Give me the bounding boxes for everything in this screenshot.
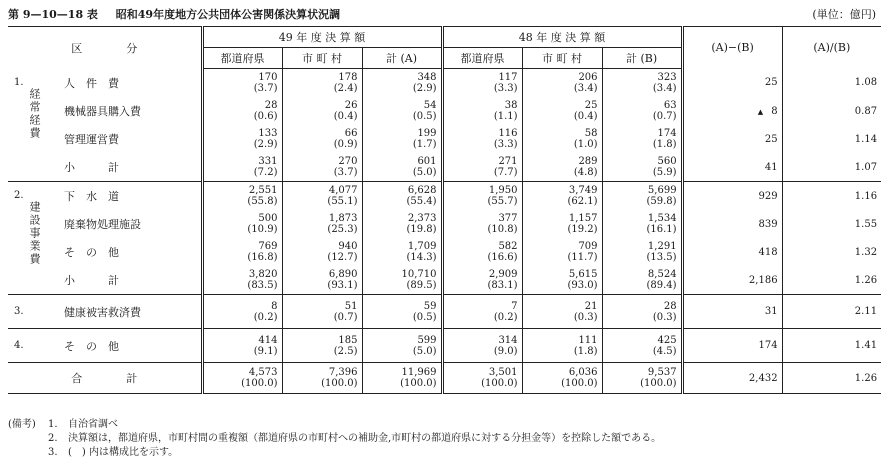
- value-cell: [282, 266, 362, 295]
- ratio-cell: 1.41: [782, 329, 881, 363]
- amount: 3,820: [248, 269, 278, 280]
- amount: 28: [264, 100, 278, 111]
- amount: 6,036: [568, 367, 598, 378]
- value-cell: [282, 153, 362, 182]
- amount: 3,749: [568, 185, 598, 196]
- row-label-cell: [60, 153, 202, 182]
- value-cell: [442, 153, 522, 182]
- total-label: 合 計: [8, 363, 202, 394]
- diff-cell: [682, 97, 782, 125]
- value-cell: [602, 182, 682, 211]
- share: (100.0): [400, 378, 437, 389]
- amount: 59: [423, 300, 437, 312]
- table-row: [8, 182, 881, 211]
- value-cell: [602, 153, 682, 182]
- value-cell: [442, 295, 522, 329]
- amount: 271: [498, 156, 518, 167]
- share: (2.4): [333, 83, 358, 94]
- value-cell: [202, 295, 282, 329]
- amount: 8: [271, 300, 278, 312]
- diff-value: 25: [764, 77, 778, 89]
- amount: 58: [584, 128, 598, 139]
- amount: 1,157: [568, 213, 598, 224]
- value-cell: [282, 182, 362, 211]
- share: (83.1): [487, 280, 518, 291]
- value-cell: [602, 295, 682, 329]
- value-cell: [522, 266, 602, 295]
- amount: 323: [657, 72, 677, 83]
- row-label-cell: [60, 182, 202, 211]
- amount: 582: [498, 241, 518, 252]
- share: (7.2): [253, 167, 278, 178]
- diff-cell: [682, 69, 782, 98]
- amount: 111: [578, 334, 598, 346]
- note-text: 自治省調べ: [68, 419, 118, 430]
- diff-cell: 174: [682, 329, 782, 363]
- value-cell: [522, 363, 602, 394]
- amount: 174: [657, 128, 677, 139]
- group-number: 2.: [14, 190, 24, 201]
- share: (10.9): [247, 224, 278, 235]
- table-row: [8, 266, 881, 295]
- diff-value: 929: [758, 190, 778, 202]
- share: (2.9): [412, 83, 437, 94]
- share: (3.4): [652, 83, 677, 94]
- value-cell: [522, 210, 602, 238]
- share: (0.3): [652, 311, 677, 323]
- share: (0.9): [333, 139, 358, 150]
- share: (0.7): [652, 111, 677, 122]
- value-cell: [202, 97, 282, 125]
- table-row: [8, 125, 881, 153]
- amount: 8,524: [647, 269, 677, 280]
- amount: 26: [344, 100, 358, 111]
- ratio-cell: 1.08: [782, 69, 881, 98]
- row-label-cell: [60, 295, 202, 329]
- header-muni-48: 市 町 村: [522, 48, 602, 69]
- share: (55.8): [247, 196, 278, 207]
- value-cell: [442, 210, 522, 238]
- amount: 25: [584, 100, 598, 111]
- header-ratio: (A)/(B): [782, 27, 881, 69]
- value-cell: [522, 295, 602, 329]
- share: (93.0): [567, 280, 598, 291]
- share: (5.0): [412, 345, 437, 357]
- diff-cell: 31: [682, 295, 782, 329]
- share: (55.4): [406, 196, 437, 207]
- value-cell: [602, 329, 682, 363]
- share: (3.7): [333, 167, 358, 178]
- value-cell: [282, 363, 362, 394]
- amount: 63: [663, 100, 677, 111]
- value-cell: [282, 238, 362, 266]
- share: (3.4): [573, 83, 598, 94]
- share: (13.5): [646, 252, 677, 263]
- amount: 425: [657, 334, 677, 346]
- share: (100.0): [561, 378, 598, 389]
- row-label-cell: [60, 69, 202, 98]
- amount: 133: [258, 128, 278, 139]
- amount: 599: [417, 334, 437, 346]
- share: (89.5): [406, 280, 437, 291]
- value-cell: [602, 238, 682, 266]
- diff-cell: [682, 153, 782, 182]
- share: (100.0): [321, 378, 358, 389]
- amount: 348: [417, 72, 437, 83]
- value-cell: [602, 125, 682, 153]
- table-row: [8, 153, 881, 182]
- amount: 117: [498, 72, 518, 83]
- amount: 1,873: [328, 213, 358, 224]
- share: (59.8): [646, 196, 677, 207]
- amount: 206: [578, 72, 598, 83]
- header-diff: (A)−(B): [682, 27, 782, 69]
- amount: 331: [258, 156, 278, 167]
- ratio-cell: 1.16: [782, 182, 881, 211]
- amount: 51: [344, 300, 358, 312]
- value-cell: [442, 182, 522, 211]
- amount: 270: [338, 156, 358, 167]
- amount: 7: [511, 300, 518, 312]
- diff-cell: [682, 182, 782, 211]
- row-number: 4.: [14, 340, 24, 351]
- amount: 5,615: [568, 269, 598, 280]
- share: (3.3): [493, 83, 518, 94]
- share: (0.4): [333, 111, 358, 122]
- diff-value: 25: [764, 133, 778, 145]
- row-number-cell: [8, 329, 60, 363]
- value-cell: [282, 295, 362, 329]
- amount: 66: [344, 128, 358, 139]
- row-label-cell: [60, 266, 202, 295]
- amount: 21: [584, 300, 598, 312]
- share: (0.6): [253, 111, 278, 122]
- ratio-cell: 2.11: [782, 295, 881, 329]
- share: (1.7): [412, 139, 437, 150]
- share: (5.9): [652, 167, 677, 178]
- share: (3.7): [253, 83, 278, 94]
- value-cell: [282, 69, 362, 98]
- amount: 185: [338, 334, 358, 346]
- value-cell: [442, 363, 522, 394]
- amount: 1,534: [647, 213, 677, 224]
- notes: [8, 418, 661, 460]
- value-cell: [282, 210, 362, 238]
- share: (16.8): [247, 252, 278, 263]
- share: (11.7): [567, 252, 598, 263]
- row-label: 人 件 費: [64, 76, 119, 90]
- share: (1.8): [652, 139, 677, 150]
- value-cell: [522, 238, 602, 266]
- row-number: 3.: [14, 306, 24, 317]
- note-number: 3.: [48, 447, 58, 458]
- diff-value: 418: [758, 246, 778, 258]
- ratio-cell: 0.87: [782, 97, 881, 125]
- amount: 289: [578, 156, 598, 167]
- row-label: 管理運営費: [64, 133, 119, 146]
- row-label: 下 水 道: [64, 190, 119, 203]
- amount: 10,710: [401, 269, 437, 280]
- share: (7.7): [493, 167, 518, 178]
- amount: 28: [663, 300, 677, 312]
- amount: 5,699: [647, 185, 677, 196]
- value-cell: [362, 238, 442, 266]
- share: (9.0): [493, 345, 518, 357]
- share: (0.2): [253, 311, 278, 323]
- ratio-cell: 1.07: [782, 153, 881, 182]
- note-text: 決算額は，都道府県，市町村間の重複額（都道府県の市町村への補助金,市町村の都道府県に対する分担金等）を控除した額である。: [68, 433, 662, 444]
- amount: 560: [657, 156, 677, 167]
- row-label: 小 計: [64, 274, 119, 287]
- value-cell: [602, 363, 682, 394]
- header-row-1: [8, 27, 881, 48]
- share: (0.5): [412, 311, 437, 323]
- header-fy49: 49 年 度 決 算 額: [202, 27, 442, 48]
- value-cell: [442, 266, 522, 295]
- share: (1.8): [573, 345, 598, 357]
- amount: 170: [258, 72, 278, 83]
- amount: 500: [258, 213, 278, 224]
- share: (0.2): [493, 311, 518, 323]
- diff-cell: 2,432: [682, 363, 782, 394]
- amount: 178: [338, 72, 358, 83]
- value-cell: [202, 69, 282, 98]
- row-label-cell: [60, 329, 202, 363]
- header-pref-48: 都道府県: [442, 48, 522, 69]
- table-caption: [8, 6, 340, 22]
- amount: 2,373: [407, 213, 437, 224]
- value-cell: [282, 97, 362, 125]
- total-row: [8, 363, 881, 394]
- row-label: そ の 他: [64, 246, 119, 259]
- value-cell: [362, 97, 442, 125]
- share: (62.1): [567, 196, 598, 207]
- share: (0.4): [573, 111, 598, 122]
- value-cell: [202, 182, 282, 211]
- header-total-a: 計 (A): [362, 48, 442, 69]
- value-cell: [442, 69, 522, 98]
- value-cell: [362, 182, 442, 211]
- value-cell: [202, 153, 282, 182]
- share: (4.5): [652, 345, 677, 357]
- value-cell: [362, 295, 442, 329]
- amount: 314: [498, 334, 518, 346]
- share: (12.7): [327, 252, 358, 263]
- value-cell: [602, 69, 682, 98]
- group-cell: [8, 182, 60, 295]
- ratio-cell: 1.55: [782, 210, 881, 238]
- row-label: そ の 他: [64, 339, 119, 353]
- row-label: 廃棄物処理施設: [64, 218, 141, 231]
- table-row: [8, 238, 881, 266]
- value-cell: [202, 125, 282, 153]
- share: (1.1): [493, 111, 518, 122]
- value-cell: [602, 97, 682, 125]
- row-label: 健康被害救済費: [64, 305, 141, 319]
- note-number: 1.: [48, 419, 58, 430]
- group-cell: [8, 69, 60, 182]
- value-cell: [442, 329, 522, 363]
- header-fy48: 48 年 度 決 算 額: [442, 27, 682, 48]
- share: (83.5): [247, 280, 278, 291]
- share: (3.3): [493, 139, 518, 150]
- diff-cell: [682, 238, 782, 266]
- value-cell: [442, 238, 522, 266]
- note-text: ( ) 内は構成比を示す。: [68, 447, 179, 458]
- value-cell: [282, 329, 362, 363]
- amount: 2,909: [488, 269, 518, 280]
- ratio-cell: 1.26: [782, 363, 881, 394]
- value-cell: [522, 69, 602, 98]
- value-cell: [362, 329, 442, 363]
- amount: 6,628: [407, 185, 437, 196]
- share: (4.8): [573, 167, 598, 178]
- ratio-cell: 1.32: [782, 238, 881, 266]
- row-label-cell: [60, 238, 202, 266]
- value-cell: [202, 238, 282, 266]
- value-cell: [522, 182, 602, 211]
- share: (100.0): [481, 378, 518, 389]
- share: (16.1): [646, 224, 677, 235]
- amount: 3,501: [488, 367, 518, 378]
- row-label-cell: [60, 125, 202, 153]
- amount: 1,950: [488, 185, 518, 196]
- share: (10.8): [487, 224, 518, 235]
- table-number: 第 9—10—18 表: [8, 8, 98, 21]
- share: (89.4): [646, 280, 677, 291]
- settlement-table: [8, 26, 881, 394]
- value-cell: [362, 125, 442, 153]
- header-total-b: 計 (B): [602, 48, 682, 69]
- table-body: [8, 69, 881, 394]
- share: (9.1): [253, 345, 278, 357]
- share: (19.2): [567, 224, 598, 235]
- amount: 116: [498, 128, 518, 139]
- notes-label: (備考): [8, 419, 36, 430]
- value-cell: [202, 329, 282, 363]
- share: (0.3): [573, 311, 598, 323]
- amount: 1,291: [647, 241, 677, 252]
- header-category: 区 分: [8, 27, 202, 69]
- share: (19.8): [406, 224, 437, 235]
- amount: 377: [498, 213, 518, 224]
- share: (100.0): [640, 378, 677, 389]
- row-label: 小 計: [64, 161, 119, 174]
- value-cell: [282, 125, 362, 153]
- table-title: 昭和49年度地方公共団体公害関係決算状況調: [115, 8, 341, 21]
- share: (55.7): [487, 196, 518, 207]
- diff-value: 2,186: [748, 274, 778, 286]
- value-cell: [602, 210, 682, 238]
- value-cell: [362, 69, 442, 98]
- share: (5.0): [412, 167, 437, 178]
- value-cell: [522, 153, 602, 182]
- value-cell: [362, 210, 442, 238]
- amount: 709: [578, 241, 598, 252]
- share: (100.0): [241, 378, 278, 389]
- share: (25.3): [327, 224, 358, 235]
- amount: 199: [417, 128, 437, 139]
- value-cell: [202, 210, 282, 238]
- amount: 769: [258, 241, 278, 252]
- diff-cell: [682, 266, 782, 295]
- header-muni-49: 市 町 村: [282, 48, 362, 69]
- share: (2.9): [253, 139, 278, 150]
- value-cell: [602, 266, 682, 295]
- value-cell: [202, 363, 282, 394]
- diff-value: 8: [771, 105, 778, 117]
- share: (14.3): [406, 252, 437, 263]
- amount: 38: [504, 100, 518, 111]
- value-cell: [522, 97, 602, 125]
- ratio-cell: 1.14: [782, 125, 881, 153]
- share: (0.7): [333, 311, 358, 323]
- row-label-cell: [60, 97, 202, 125]
- value-cell: [362, 153, 442, 182]
- value-cell: [362, 363, 442, 394]
- amount: 54: [423, 100, 437, 111]
- note-number: 2.: [48, 433, 58, 444]
- share: (1.0): [573, 139, 598, 150]
- amount: 11,969: [401, 367, 437, 378]
- diff-value: 839: [758, 218, 778, 230]
- value-cell: [442, 97, 522, 125]
- share: (0.5): [412, 111, 437, 122]
- amount: 414: [258, 334, 278, 346]
- amount: 940: [338, 241, 358, 252]
- group-name: 建設事業費: [28, 201, 41, 266]
- share: (16.6): [487, 252, 518, 263]
- share: (2.5): [333, 345, 358, 357]
- table-row: [8, 69, 881, 98]
- share: (93.1): [327, 280, 358, 291]
- table-row: [8, 329, 881, 363]
- value-cell: [522, 329, 602, 363]
- group-number: 1.: [14, 76, 24, 88]
- value-cell: [362, 266, 442, 295]
- amount: 4,077: [328, 185, 358, 196]
- row-number-cell: [8, 295, 60, 329]
- amount: 7,396: [328, 367, 358, 378]
- header-pref-49: 都道府県: [202, 48, 282, 69]
- amount: 2,551: [248, 185, 278, 196]
- unit-label: (単位：億円): [812, 8, 876, 21]
- value-cell: [202, 266, 282, 295]
- diff-value: 41: [764, 161, 778, 173]
- value-cell: [522, 125, 602, 153]
- share: (55.1): [327, 196, 358, 207]
- amount: 601: [417, 156, 437, 167]
- ratio-cell: 1.26: [782, 266, 881, 295]
- amount: 9,537: [647, 367, 677, 378]
- row-label-cell: [60, 210, 202, 238]
- negative-mark: ▲: [757, 107, 764, 116]
- table-row: [8, 295, 881, 329]
- table-row: [8, 210, 881, 238]
- row-label: 機械器具購入費: [64, 105, 141, 118]
- table-row: [8, 97, 881, 125]
- value-cell: [442, 125, 522, 153]
- group-name: 経常経費: [28, 87, 41, 140]
- diff-cell: [682, 210, 782, 238]
- amount: 6,890: [328, 269, 358, 280]
- diff-cell: [682, 125, 782, 153]
- amount: 4,573: [248, 367, 278, 378]
- amount: 1,709: [407, 241, 437, 252]
